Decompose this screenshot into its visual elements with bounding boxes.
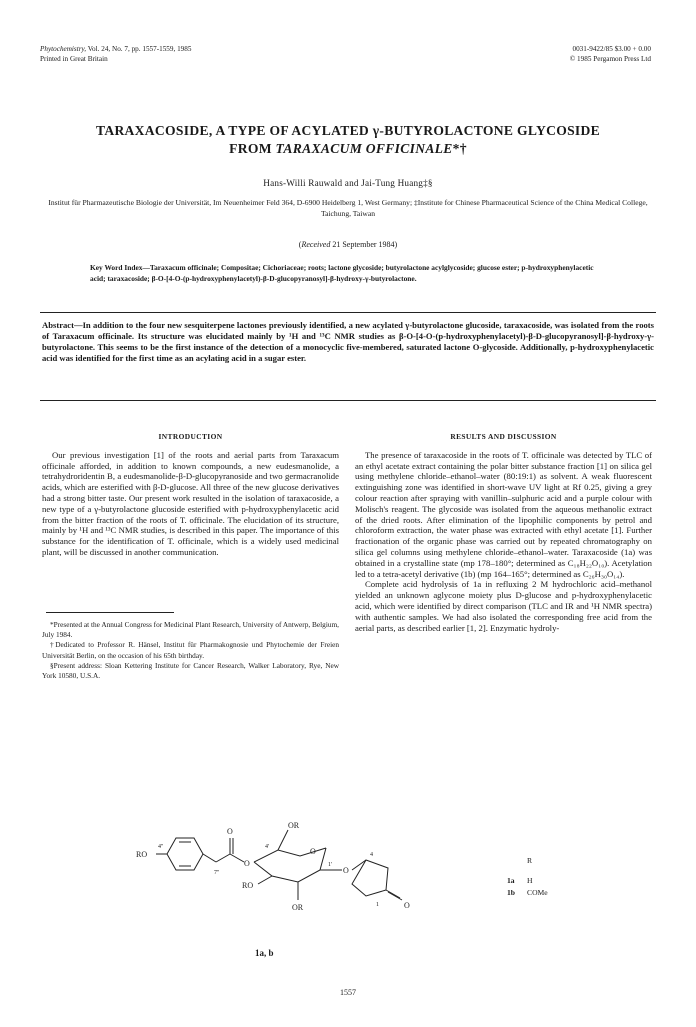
structure-label: 4'' bbox=[158, 844, 164, 850]
introduction-section bbox=[42, 432, 339, 558]
journal-name: Phytochemistry, bbox=[40, 45, 87, 53]
substituent-row bbox=[507, 875, 548, 887]
footnote: *Presented at the Annual Congress for Medicinal Plant Research, University of Antwerp, Belgium, July 1984. bbox=[42, 620, 339, 640]
lactone-ring bbox=[352, 860, 388, 896]
footnote: §Present address: Sloan Kettering Institute for Cancer Research, Walker Laboratory, Rye, New York 10580, U.S.A. bbox=[42, 660, 339, 681]
footnote: †Dedicated to Professor R. Hänsel, Institut für Pharmakognosie und Phytochemie der Freien Universität Berlin, on the occasion of his 65th birthday. bbox=[42, 640, 339, 660]
introduction-text: Our previous investigation [1] of the roots and aerial parts from Taraxacum officinale afforded, in addition to known compounds, a new eudesmanolide, a tetrahydroridentin B, a eudesmanolide-β-D-glucopyranoside and two germacranolide acids, which are esterified with β-D-glucose. All three of the new glucose derivatives had a strong bitter taste. Our present work resulted in the isolation of taraxacoside, a new type of a γ-butyrolactone glucoside esterified with p-hydroxyphenylacetic acid from the bitter fraction of the roots of T. officinale. The elucidation of its structure, mainly by ¹H and ¹³C NMR studies, is described in this paper. The importance of this substance for the identification of T. officinale, which is a widely used medicinal plant, will be discussed in another communication. bbox=[42, 449, 339, 557]
page-number: 1557 bbox=[340, 988, 356, 997]
title-species: TARAXACUM OFFICINALE bbox=[275, 141, 453, 156]
substituent-value: H bbox=[527, 876, 533, 885]
structure-label: O bbox=[244, 859, 250, 868]
title-line-2 bbox=[30, 140, 666, 158]
issn-code: 0031-9422/85 $3.00 + 0.00 bbox=[572, 45, 651, 53]
title-line-1: TARAXACOSIDE, A TYPE OF ACYLATED γ-BUTYROLACTONE GLYCOSIDE bbox=[95, 123, 601, 138]
received-open: ( bbox=[298, 240, 302, 249]
affiliation: Institut für Pharmazeutische Biologie der Universität, Im Neuenheimer Feld 364, D-6900 Heidelberg 1, West Germany; ‡Institute for Chinese Pharmaceutical Science of the China Medical College, Taichung, Taiwan bbox=[48, 198, 648, 218]
received-date bbox=[30, 240, 666, 249]
structure-label: 7'' bbox=[214, 870, 220, 876]
results-heading: RESULTS AND DISCUSSION bbox=[450, 432, 557, 441]
abstract bbox=[42, 320, 654, 364]
authors: Hans-Willi Rauwald and Jai-Tung Huang‡§ bbox=[263, 178, 433, 188]
structure-label: RO bbox=[136, 850, 148, 859]
structure-label: OR bbox=[288, 821, 300, 830]
received-value: 21 September 1984) bbox=[330, 240, 398, 249]
article-title bbox=[30, 122, 666, 158]
abstract-label: Abstract bbox=[42, 320, 74, 330]
running-header-left bbox=[40, 44, 191, 64]
structure-label: OR bbox=[292, 903, 304, 912]
abstract-rule-bottom bbox=[40, 400, 656, 401]
compound-id: 1a bbox=[507, 876, 515, 885]
keyword-label: Key Word Index bbox=[90, 263, 143, 272]
structure-label: 1 bbox=[376, 902, 379, 908]
substituent-row bbox=[507, 887, 548, 899]
abstract-text: —In addition to the four new sesquiterpene lactones previously identified, a new acylated γ-butyrolactone glucoside, taraxacoside, was isolated from the roots of Taraxacum officinale. Its structure was elucidated mainly by ¹H and ¹³C NMR studies as β-O-[4-O-(p-hydroxyphenylacetyl)-β-D-glucopyranosyl]-β-hydroxy-γ-butyrolactone. This seems to be the first instance of the detection of a monocyclic five-membered, saturated lactone O-glycoside. Additionally, p-hydroxyphenylacetic acid was identified for the first time as an acylating acid in a sugar ester. bbox=[42, 320, 654, 363]
printed-in: Printed in Great Britain bbox=[40, 55, 108, 63]
structure-label: 4' bbox=[265, 844, 270, 850]
chemical-structure bbox=[130, 818, 460, 928]
compound-id: 1b bbox=[507, 888, 516, 897]
structure-caption: 1a, b bbox=[255, 948, 274, 958]
substituent-value: COMe bbox=[527, 888, 548, 897]
substituent-header: R bbox=[527, 856, 533, 865]
structure-label: O bbox=[227, 827, 233, 836]
structure-label: RO bbox=[242, 881, 254, 890]
results-paragraph-2: Complete acid hydrolysis of 1a in refluxing 2 M hydrochloric acid–methanol yielded an unknown aglycone moiety plus D-glucose and p-hydroxyphenylacetic acid, which were identified by direct comparison (TLC and IR and ¹H NMR spectra) with authentic samples. We had also isolated the corresponding free acid from the aerial parts, as described earlier [1, 2]. Enzymatic hydroly- bbox=[355, 579, 652, 633]
results-paragraph-1: The presence of taraxacoside in the roots of T. officinale was detected by TLC of an ethyl acetate extract containing the polar bitter substance fraction [1] on silica gel using methylene chloride–ethanol–water (80:19:1) as solvent. A weak fluorescent extinguishing zone was identified in short-wave UV light at Rf 0.25, giving a grey colour reaction after spraying with vanillin–sulphuric acid and a purple colour with Molisch's reagent. The glycoside was isolated from the aqueous methanolic extract of the dried roots. After elimination of the lipophilic components by petrol and chloroform extraction, the water phase was extracted with ethyl acetate [1]. Further fractionation of the organic phase was carried out by repeated chromatography on silica gel columns using methylene chloride–ethanol–water. Taraxacoside (1a) was obtained in a crystalline state (mp 178–180°; determined as C₁₈H₂₂O₁₀). Acetylation led to a tetra-acetyl derivative (1b) (mp 164–165°; determined as C₂₆H₃₀O₁₄). bbox=[355, 449, 652, 579]
results-section bbox=[355, 432, 652, 633]
structure-label: O bbox=[404, 901, 410, 910]
benzene-ring bbox=[167, 838, 203, 870]
abstract-rule-top bbox=[40, 312, 656, 313]
footnote-rule bbox=[46, 612, 174, 613]
received-label: Received bbox=[301, 240, 331, 249]
structure-label: 1' bbox=[328, 862, 333, 868]
copyright: © 1985 Pergamon Press Ltd bbox=[569, 55, 651, 63]
substituent-table bbox=[507, 855, 548, 899]
structure-label: O bbox=[310, 847, 316, 856]
title-footnote-marks: *† bbox=[452, 141, 467, 156]
introduction-heading: INTRODUCTION bbox=[158, 432, 223, 441]
keyword-text: —Taraxacum officinale; Compositae; Cichoriaceae; roots; lactone glycoside; butyrolactone acylglycoside; glucose ester; p-hydroxyphenylacetic acid; taraxacoside; β-O-[4-O-(p-hydroxyphenylacetyl)-β-D-glucopyranosyl]-β-hydroxy-γ-butyrolactone. bbox=[90, 263, 594, 283]
journal-citation: Vol. 24, No. 7, pp. 1557-1559, 1985 bbox=[86, 45, 192, 53]
footnotes bbox=[42, 620, 339, 681]
title-prefix: FROM bbox=[229, 141, 276, 156]
running-header-right bbox=[570, 44, 651, 64]
structure-label: O bbox=[343, 866, 349, 875]
structure-label: 4 bbox=[370, 852, 373, 858]
keyword-index bbox=[90, 262, 610, 284]
